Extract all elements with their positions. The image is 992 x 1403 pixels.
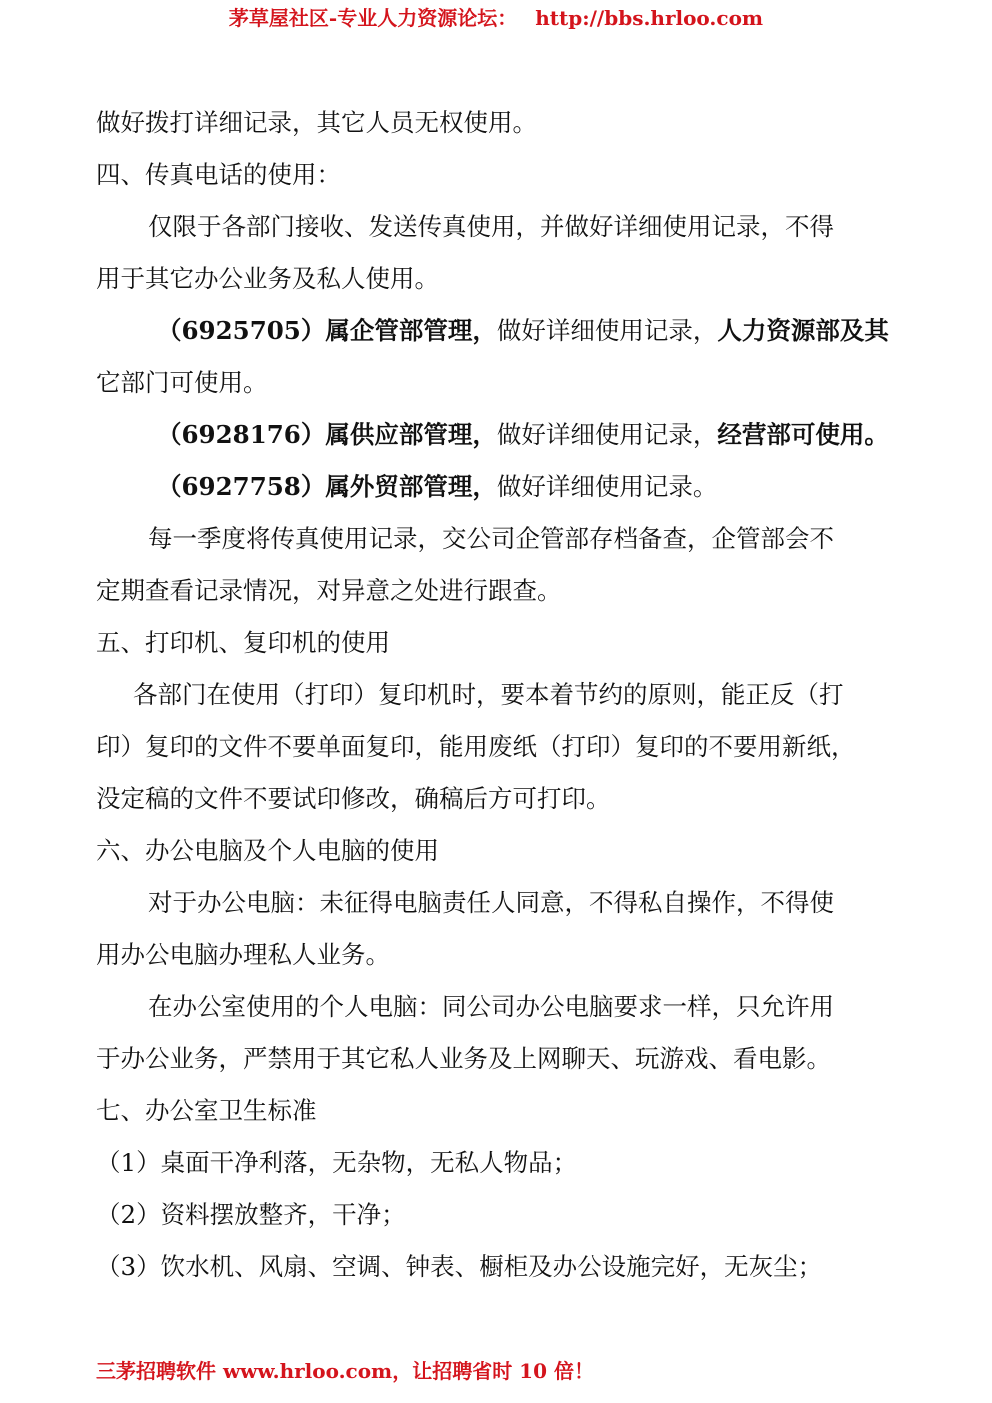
paragraph-line: 做好拨打详细记录，其它人员无权使用。 [96, 108, 537, 137]
paragraph-line: 仅限于各部门接收、发送传真使用，并做好详细使用记录，不得 [148, 212, 834, 241]
fax-line-3 [157, 472, 717, 502]
fax-number: （6928176） [157, 420, 326, 449]
fax-line-2 [157, 420, 889, 450]
paragraph-line: 用办公电脑办理私人业务。 [96, 940, 390, 969]
paragraph-line: 用于其它办公业务及私人使用。 [96, 264, 439, 293]
paragraph-line: 没定稿的文件不要试印修改，确稿后方可打印。 [96, 784, 611, 813]
fax-line-1 [157, 316, 889, 346]
fax-number: （6925705） [157, 316, 326, 345]
paragraph-line: 它部门可使用。 [96, 368, 268, 397]
paragraph-line: 印）复印的文件不要单面复印，能用废纸（打印）复印的不要用新纸， [96, 732, 856, 761]
paragraph-line: 每一季度将传真使用记录，交公司企管部存档备查，企管部会不 [148, 524, 834, 553]
paragraph-line: 于办公业务，严禁用于其它私人业务及上网聊天、玩游戏、看电影。 [96, 1044, 831, 1073]
fax-number: （6927758） [157, 472, 326, 501]
fax-note: 做好详细使用记录， [496, 316, 718, 345]
paragraph-line: 在办公室使用的个人电脑：同公司办公电脑要求一样，只允许用 [148, 992, 834, 1021]
section-heading-fax: 四、传真电话的使用： [96, 160, 341, 189]
list-item: （1）桌面干净利落，无杂物，无私人物品； [96, 1148, 578, 1177]
paragraph-line: 定期查看记录情况，对异意之处进行跟查。 [96, 576, 562, 605]
header-url-link[interactable]: http://bbs.hrloo.com [535, 6, 764, 30]
fax-owner: 属供应部管理， [325, 420, 497, 449]
header-site-name: 茅草屋社区-专业人力资源论坛： [228, 6, 518, 30]
fax-owner: 属企管部管理， [325, 316, 497, 345]
fax-note: 做好详细使用记录， [496, 420, 718, 449]
list-item: （3）饮水机、风扇、空调、钟表、橱柜及办公设施完好，无灰尘； [96, 1252, 823, 1281]
fax-users: 经营部可使用。 [717, 420, 889, 449]
fax-note: 做好详细使用记录。 [496, 472, 718, 501]
section-heading-hygiene: 七、办公室卫生标准 [96, 1096, 317, 1125]
section-heading-computer: 六、办公电脑及个人电脑的使用 [96, 836, 439, 865]
page-footer: 三茅招聘软件 www.hrloo.com，让招聘省时 10 倍！ [96, 1359, 594, 1383]
section-heading-printer: 五、打印机、复印机的使用 [96, 628, 390, 657]
paragraph-line: 对于办公电脑：未征得电脑责任人同意，不得私自操作，不得使 [148, 888, 834, 917]
paragraph-line: 各部门在使用（打印）复印机时，要本着节约的原则，能正反（打 [133, 680, 844, 709]
page-header [0, 5, 992, 31]
fax-owner: 属外贸部管理， [325, 472, 497, 501]
list-item: （2）资料摆放整齐，干净； [96, 1200, 406, 1229]
fax-users: 人力资源部及其 [717, 316, 889, 345]
